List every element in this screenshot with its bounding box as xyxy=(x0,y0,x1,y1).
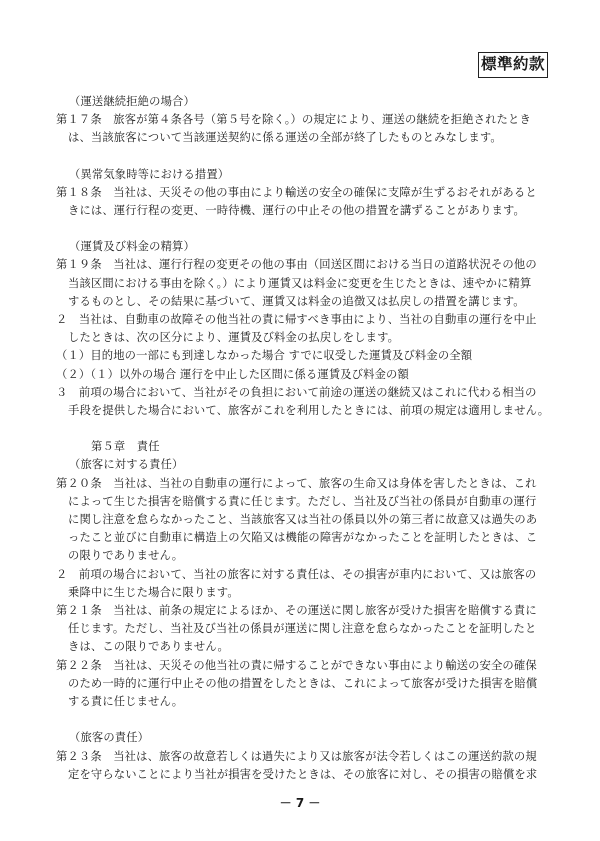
continuation-line: したときは、次の区分により、運賃及び料金の払戻しをします。 xyxy=(68,331,400,345)
continuation-line: の限りでありません。 xyxy=(68,549,184,563)
section-heading: （運賃及び料金の精算） xyxy=(69,240,195,254)
sub-item-line: （２）（１）以外の場合 運行を中止した区間に係る運賃及び料金の額 xyxy=(56,367,409,381)
continuation-line: する責に任じません。 xyxy=(68,695,184,709)
paragraph-gap xyxy=(56,711,556,729)
article-line: 第２３条 当社は、旅客の故意若しくは過失により又は旅客が法令若しくはこの運送約款の規 xyxy=(56,749,537,763)
continuation-line: するものとし、その結果に基づいて、運賃又は料金の追徴又は払戻しの措置を講じます。 xyxy=(68,294,525,308)
paragraph-gap xyxy=(56,220,556,238)
paragraph-gap xyxy=(56,148,556,166)
article-line: 第２２条 当社は、天災その他当社の責に帰することができない事由により輸送の安全の確保 xyxy=(56,658,537,672)
article-line: 第２１条 当社は、前条の規定によるほか、その運送に関し旅客が受けた損害を賠償する責に xyxy=(56,604,537,618)
chapter-title: 第５章 責任 xyxy=(91,440,160,454)
continuation-line: 当該区間における事由を除く。）により運賃又は料金に変更を生じたときは、速やかに精算 xyxy=(68,276,532,290)
continuation-line: 定を守らないことにより当社が損害を受けたときは、その旅客に対し、その損害の賠償を求 xyxy=(68,767,538,781)
continuation-line: 乗降中に生じた場合に限ります。 xyxy=(68,585,239,599)
article-line: ２ 当社は、自動車の故障その他当社の責に帰すべき事由により、当社の自動車の運行を中止 xyxy=(56,313,537,327)
article-line: ３ 前項の場合において、当社がその負担において前途の運送の継続又はこれに代わる相当の xyxy=(56,385,537,399)
section-heading: （旅客に対する責任） xyxy=(69,458,184,472)
continuation-line: 任じます。ただし、当社及び当社の係員が運送に関し注意を怠らなかったことを証明したと xyxy=(68,622,537,636)
continuation-line: きには、運行行程の変更、一時待機、運行の中止その他の措置を講ずることがあります。 xyxy=(68,204,525,218)
continuation-line: によって生じた損害を賠償する責に任じます。ただし、当社及び当社の係員が自動車の運行 xyxy=(68,494,537,508)
sub-item-line: （１）目的地の一部にも到達しなかった場合 すでに収受した運賃及び料金の全額 xyxy=(56,349,473,363)
continuation-line: に関し注意を怠らなかったこと、当該旅客又は当社の係員以外の第三者に故意又は過失のあ xyxy=(68,513,538,527)
section-heading: （異常気象時等における措置） xyxy=(69,167,230,181)
continuation-line: きは、この限りでありません。 xyxy=(68,640,229,654)
article-line: 第１８条 当社は、天災その他の事由により輸送の安全の確保に支障が生ずるおそれがあると xyxy=(56,185,537,199)
page-number: － 7 － xyxy=(279,796,321,810)
continuation-line: のため一時的に運行中止その他の措置をしたときは、これによって旅客が受けた損害を賠償 xyxy=(68,676,538,690)
article-line: 第２０条 当社は、当社の自動車の運行によって、旅客の生命又は身体を害したときは、これ xyxy=(56,476,537,490)
continuation-line: ったこと並びに自動車に構造上の欠陥又は機能の障害がなかったことを証明したときは、こ xyxy=(68,531,538,545)
article-line: 第１９条 当社は、運行行程の変更その他の事由（回送区間における当日の道路状況その他の xyxy=(56,258,537,272)
continuation-line: 手段を提供した場合において、旅客がこれを利用したときには、前項の規定は適用しません。 xyxy=(68,404,550,418)
article-line: 第１７条 旅客が第４条各号（第５号を除く。）の規定により、運送の継続を拒絶されたとき xyxy=(56,113,531,127)
section-heading: （運送継続拒絶の場合） xyxy=(69,95,195,108)
article-line: ２ 前項の場合において、当社の旅客に対する責任は、その損害が車内において、又は旅客の xyxy=(56,567,537,581)
continuation-line: は、当該旅客について当該運送契約に係る運送の全部が終了したものとみなします。 xyxy=(68,131,502,145)
standard-terms-badge: 標準約款 xyxy=(478,52,548,78)
paragraph-gap xyxy=(56,420,556,438)
document-body xyxy=(56,93,556,784)
section-heading: （旅客の責任） xyxy=(69,731,150,745)
